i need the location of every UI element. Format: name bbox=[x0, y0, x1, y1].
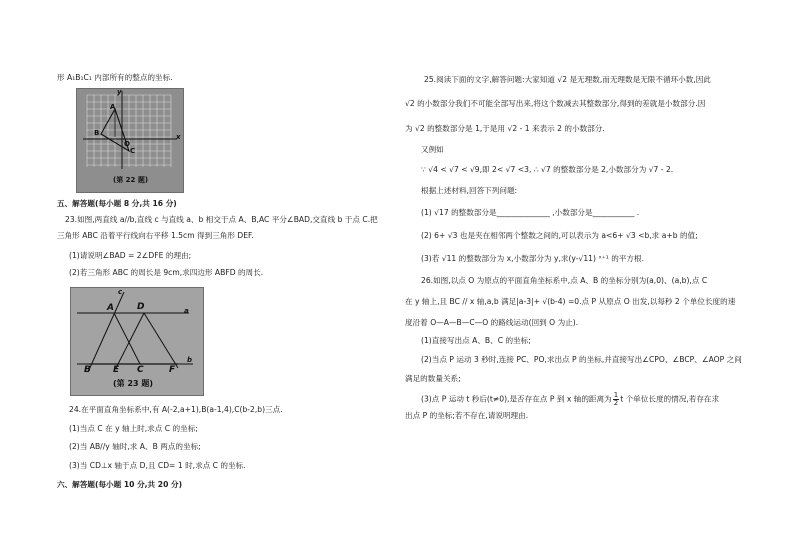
figure-23-point-f: F bbox=[169, 365, 176, 375]
figure-23-line-b: b bbox=[187, 356, 193, 364]
q26-part-2-a: (2)当点 P 运动 3 秒时,连接 PC、PO,求出点 P 的坐标,并直接写出∠CPO、∠BCP、∠AOP 之间 bbox=[421, 355, 742, 364]
fraction-numerator: 1 bbox=[613, 391, 619, 399]
q25-part-1: (1) √17 的整数部分是______________ ,小数部分是___________ . bbox=[421, 208, 640, 217]
figure-23-point-c: C bbox=[137, 365, 144, 375]
section-5-heading: 五、解答题(每小题 8 分,共 16 分) bbox=[57, 199, 177, 208]
q25-stem-3: 为 √2 的整数部分是 1,于是用 √2 - 1 来表示 2 的小数部分. bbox=[405, 124, 605, 133]
q24-part-1: (1)当点 C 在 y 轴上时,求点 C 的坐标; bbox=[69, 424, 198, 433]
q23-part-1: (1)请说明∠BAD = 2∠DFE 的理由; bbox=[69, 251, 192, 260]
fraction-denominator: 2 bbox=[613, 399, 619, 407]
q26-part-3-a bbox=[421, 392, 719, 407]
q26-part-3-text-after: t 个单位长度的情况,若存在求 bbox=[620, 394, 720, 404]
q23-part-2: (2)若三角形 ABC 的周长是 9cm,求四边形 ABFD 的周长. bbox=[69, 268, 264, 277]
figure-22-origin: O bbox=[124, 140, 130, 148]
figure-23-point-e: E bbox=[113, 365, 120, 375]
figure-22-x-label: x bbox=[176, 133, 181, 141]
figure-23 bbox=[70, 287, 204, 396]
q24-part-2: (2)当 AB//y 轴时,求 A、B 两点的坐标; bbox=[69, 442, 201, 451]
q26-stem-3: 度沿着 O—A—B—C—O 的路线运动(回到 O 为止). bbox=[405, 318, 579, 327]
q26-part-2-b: 满足的数量关系; bbox=[405, 374, 461, 383]
q23-stem-1: 23.如图,两直线 a//b,直线 c 与直线 a、b 相交于点 A、B,AC 平分∠BAD,交直线 b 于点 C.把 bbox=[65, 215, 378, 224]
q25-stem-1: 25.阅读下面的文字,解答问题:大家知道 √2 是无理数,而无理数是无限不循环小数,因此 bbox=[424, 75, 711, 84]
figure-23-caption: (第 23 题) bbox=[113, 379, 154, 388]
q25-example-label: 又例如 bbox=[421, 145, 444, 154]
q24-part-3: (3)当 CD⊥x 轴于点 D,且 CD= 1 时,求点 C 的坐标. bbox=[69, 461, 246, 470]
figure-22 bbox=[76, 88, 184, 193]
q26-stem-1: 26.如图,以点 O 为原点的平面直角坐标系中,点 A、B 的坐标分别为(a,0)、(a,b),点 C bbox=[421, 276, 708, 285]
figure-22-caption: (第 22 题) bbox=[113, 176, 149, 184]
q23-stem-2: 三角形 ABC 沿着平行线向右平移 1.5cm 得到三角形 DEF. bbox=[57, 231, 254, 240]
q25-instruction: 根据上述材料,回答下列问题: bbox=[421, 186, 518, 195]
figure-23-point-b: B bbox=[84, 365, 91, 375]
q25-stem-2: √2 的小数部分我们不可能全部写出来,将这个数减去其整数部分,得到的差就是小数部分.因 bbox=[405, 99, 706, 108]
figure-23-line-c: c bbox=[118, 288, 123, 296]
figure-23-point-a: A bbox=[107, 303, 114, 313]
figure-22-point-a: A bbox=[110, 103, 116, 111]
fraction-one-half bbox=[613, 392, 619, 407]
q26-part-1: (1)直接写出点 A、B、C 的坐标; bbox=[421, 336, 531, 345]
q25-part-2: (2) 6+ √3 也是夹在相邻两个整数之间的,可以表示为 a<6+ √3 <b,求 a+b 的值; bbox=[421, 231, 698, 240]
figure-22-point-b: B bbox=[94, 129, 100, 137]
figure-23-line-a: a bbox=[184, 307, 189, 315]
q25-part-3: (3)若 √11 的整数部分为 x,小数部分为 y,求(y-√11) ˣ⁺¹ 的平方根. bbox=[421, 254, 645, 263]
figure-22-y-label: y bbox=[117, 88, 122, 96]
q26-part-3-text-before: (3)点 P 运动 t 秒后(t≠0),是否存在点 P 到 x 轴的距离为 bbox=[421, 394, 612, 404]
q24-stem: 24.在平面直角坐标系中,有 A(-2,a+1),B(a-1,4),C(b-2,b)三点. bbox=[69, 405, 283, 414]
q26-stem-2: 在 y 轴上,且 BC // x 轴,a,b 满足|a-3|+ √(b-4) =0.点 P 从原点 O 出发,以每秒 2 个单位长度的速 bbox=[405, 297, 736, 306]
q26-part-3-b: 出点 P 的坐标;若不存在,请说明理由. bbox=[405, 411, 529, 420]
figure-22-point-c: C bbox=[130, 147, 136, 155]
section-6-heading: 六、解答题(每小题 10 分,共 20 分) bbox=[57, 480, 183, 489]
figure-23-point-d: D bbox=[137, 302, 145, 312]
q25-example: ∵ √4 < √7 < √9,即 2< √7 <3, ∴ √7 的整数部分是 2,小数部分为 √7 - 2. bbox=[421, 165, 674, 174]
q22-continuation: 形 A₁B₁C₁ 内部所有的整点的坐标. bbox=[57, 73, 173, 82]
